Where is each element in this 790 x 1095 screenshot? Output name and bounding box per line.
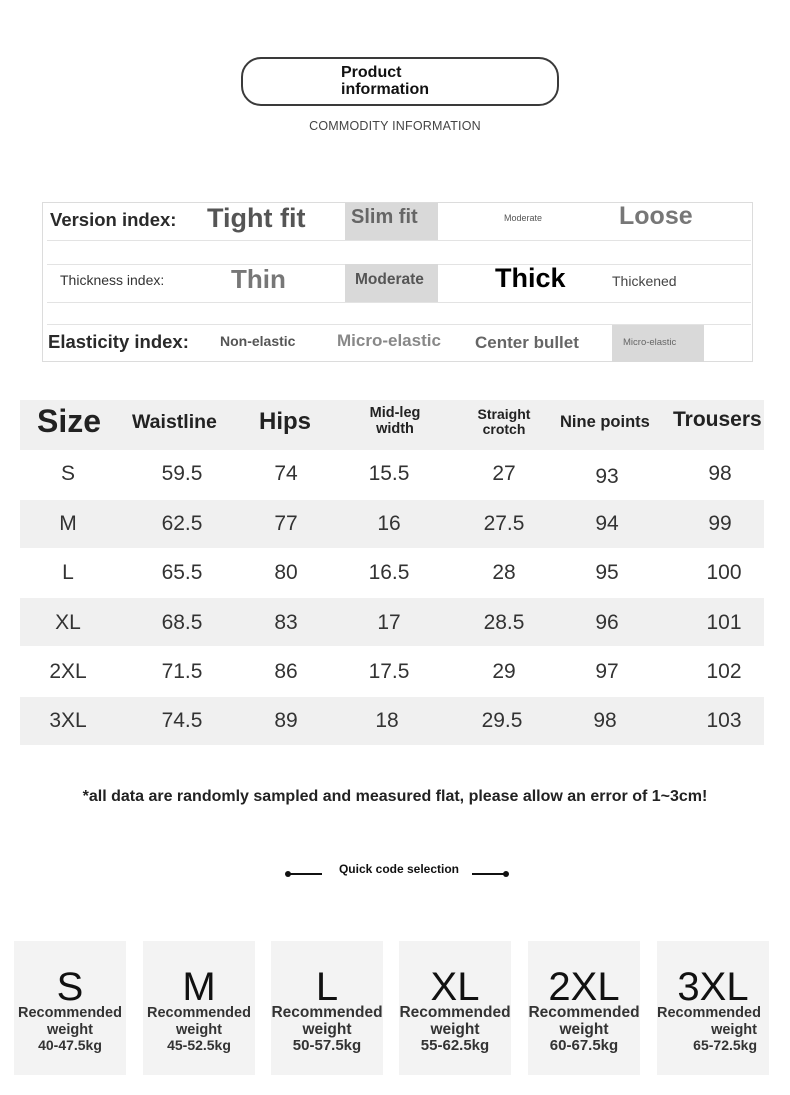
table-cell: 74.5 (161, 709, 203, 732)
column-header-mid-leg-width (350, 405, 440, 437)
table-cell: 28.5 (483, 611, 525, 634)
table-cell: 97 (595, 660, 619, 683)
table-cell: 98 (708, 462, 732, 485)
thickness-index-label: Thickness index: (60, 272, 165, 288)
table-cell: 16 (377, 512, 401, 535)
column-header-waistline: Waistline (132, 411, 217, 433)
card-size: M (182, 965, 216, 1009)
table-cell: 74 (274, 462, 298, 485)
table-cell: S (60, 462, 75, 485)
table-cell: M (59, 512, 77, 535)
elasticity-option-micro-elastic-selected: Micro-elastic (623, 337, 677, 348)
measurement-note: *all data are randomly sampled and measured flat, please allow an error of 1~3cm! (82, 788, 708, 805)
table-cell: 29 (492, 660, 516, 683)
size-card-l[interactable] (271, 941, 383, 1075)
table-cell: 2XL (49, 660, 87, 683)
card-label: Recommended (18, 1005, 122, 1021)
column-header-mid-leg-width-line-1: Mid-leg (369, 405, 421, 421)
size-card-xl[interactable] (399, 941, 511, 1075)
page-title-line-2: information (341, 81, 429, 98)
card-label: Recommended (528, 1004, 640, 1021)
divider (472, 873, 506, 875)
table-cell: 95 (595, 561, 619, 584)
thickness-option-thick: Thick (495, 263, 566, 293)
table-cell: 68.5 (161, 611, 203, 634)
column-header-straight-crotch-line-2: crotch (482, 421, 526, 437)
title-banner (241, 57, 559, 106)
column-header-straight-crotch (459, 407, 549, 437)
table-cell: 98 (593, 709, 617, 732)
card-size: 2XL (548, 965, 620, 1009)
column-header-mid-leg-width-line-2: width (376, 421, 414, 437)
table-cell: 96 (595, 611, 619, 634)
card-weight: 60-67.5kg (549, 1037, 619, 1054)
size-card-2xl[interactable] (528, 941, 640, 1075)
table-cell: 99 (708, 512, 732, 535)
table-cell: 59.5 (161, 462, 203, 485)
divider (47, 302, 751, 303)
column-header-size: Size (37, 403, 102, 439)
page-title (341, 64, 429, 98)
table-cell: 27.5 (483, 512, 525, 535)
table-cell: 94 (595, 512, 619, 535)
card-label: Recommended (271, 1004, 383, 1021)
table-cell: 93 (595, 465, 619, 488)
card-size: S (56, 965, 84, 1009)
card-size: L (315, 965, 339, 1009)
page-subtitle: COMMODITY INFORMATION (309, 119, 481, 133)
table-cell: 27 (492, 462, 516, 485)
table-cell: 80 (274, 561, 298, 584)
table-cell: 89 (274, 709, 298, 732)
table-cell: L (62, 561, 74, 584)
table-cell: 77 (274, 512, 298, 535)
table-cell: 62.5 (161, 512, 203, 535)
table-cell: 101 (706, 611, 742, 634)
card-label: weight (559, 1021, 609, 1038)
thickness-option-thickened: Thickened (612, 273, 677, 289)
column-header-trousers: Trousers (673, 408, 762, 431)
quick-selection-title: Quick code selection (338, 862, 460, 876)
table-cell: 17 (377, 611, 401, 634)
card-label: weight (176, 1022, 222, 1038)
divider (47, 240, 751, 241)
card-label: Recommended (657, 1005, 761, 1021)
table-cell: 29.5 (481, 709, 523, 732)
table-cell: XL (55, 611, 81, 634)
table-cell: 17.5 (368, 660, 410, 683)
table-cell: 18 (375, 709, 399, 732)
table-cell: 71.5 (161, 660, 203, 683)
card-weight: 50-57.5kg (292, 1037, 362, 1054)
version-option-loose: Loose (619, 202, 693, 230)
table-cell: 3XL (49, 709, 87, 732)
elasticity-option-center-bullet: Center bullet (475, 333, 579, 352)
table-cell: 103 (706, 709, 742, 732)
version-option-moderate: Moderate (504, 213, 543, 223)
size-card-m[interactable] (143, 941, 255, 1075)
card-label: weight (430, 1021, 480, 1038)
card-weight: 45-52.5kg (167, 1037, 231, 1053)
card-weight: 40-47.5kg (38, 1037, 102, 1053)
column-header-straight-crotch-line-1: Straight (477, 406, 531, 422)
table-cell: 83 (274, 611, 298, 634)
card-size: XL (430, 965, 480, 1009)
table-cell: 28 (492, 561, 516, 584)
elasticity-option-non-elastic: Non-elastic (220, 333, 296, 349)
thickness-option-thin: Thin (231, 264, 286, 294)
card-size: 3XL (677, 965, 749, 1009)
version-index-label: Version index: (50, 209, 177, 230)
card-label: Recommended (147, 1005, 251, 1021)
column-header-hips: Hips (259, 408, 312, 435)
table-cell: 100 (706, 561, 742, 584)
version-option-slim-fit: Slim fit (351, 206, 418, 228)
version-option-tight-fit: Tight fit (207, 203, 306, 233)
column-header-nine-points: Nine points (560, 413, 650, 431)
card-label: weight (711, 1022, 757, 1038)
card-label: weight (302, 1021, 352, 1038)
thickness-option-moderate: Moderate (355, 271, 424, 288)
size-card-s[interactable] (14, 941, 126, 1075)
card-label: Recommended (399, 1004, 511, 1021)
table-cell: 15.5 (368, 462, 410, 485)
page-title-line-1: Product (341, 64, 402, 81)
table-cell: 16.5 (368, 561, 410, 584)
card-label: weight (47, 1022, 93, 1038)
table-cell: 102 (706, 660, 742, 683)
table-cell: 86 (274, 660, 298, 683)
elasticity-index-label: Elasticity index: (48, 331, 189, 352)
size-card-3xl[interactable] (657, 941, 769, 1075)
card-weight: 65-72.5kg (693, 1037, 757, 1053)
card-weight: 55-62.5kg (420, 1037, 490, 1054)
table-cell: 65.5 (161, 561, 203, 584)
elasticity-option-micro-elastic: Micro-elastic (337, 331, 441, 350)
divider-dot (503, 871, 509, 877)
